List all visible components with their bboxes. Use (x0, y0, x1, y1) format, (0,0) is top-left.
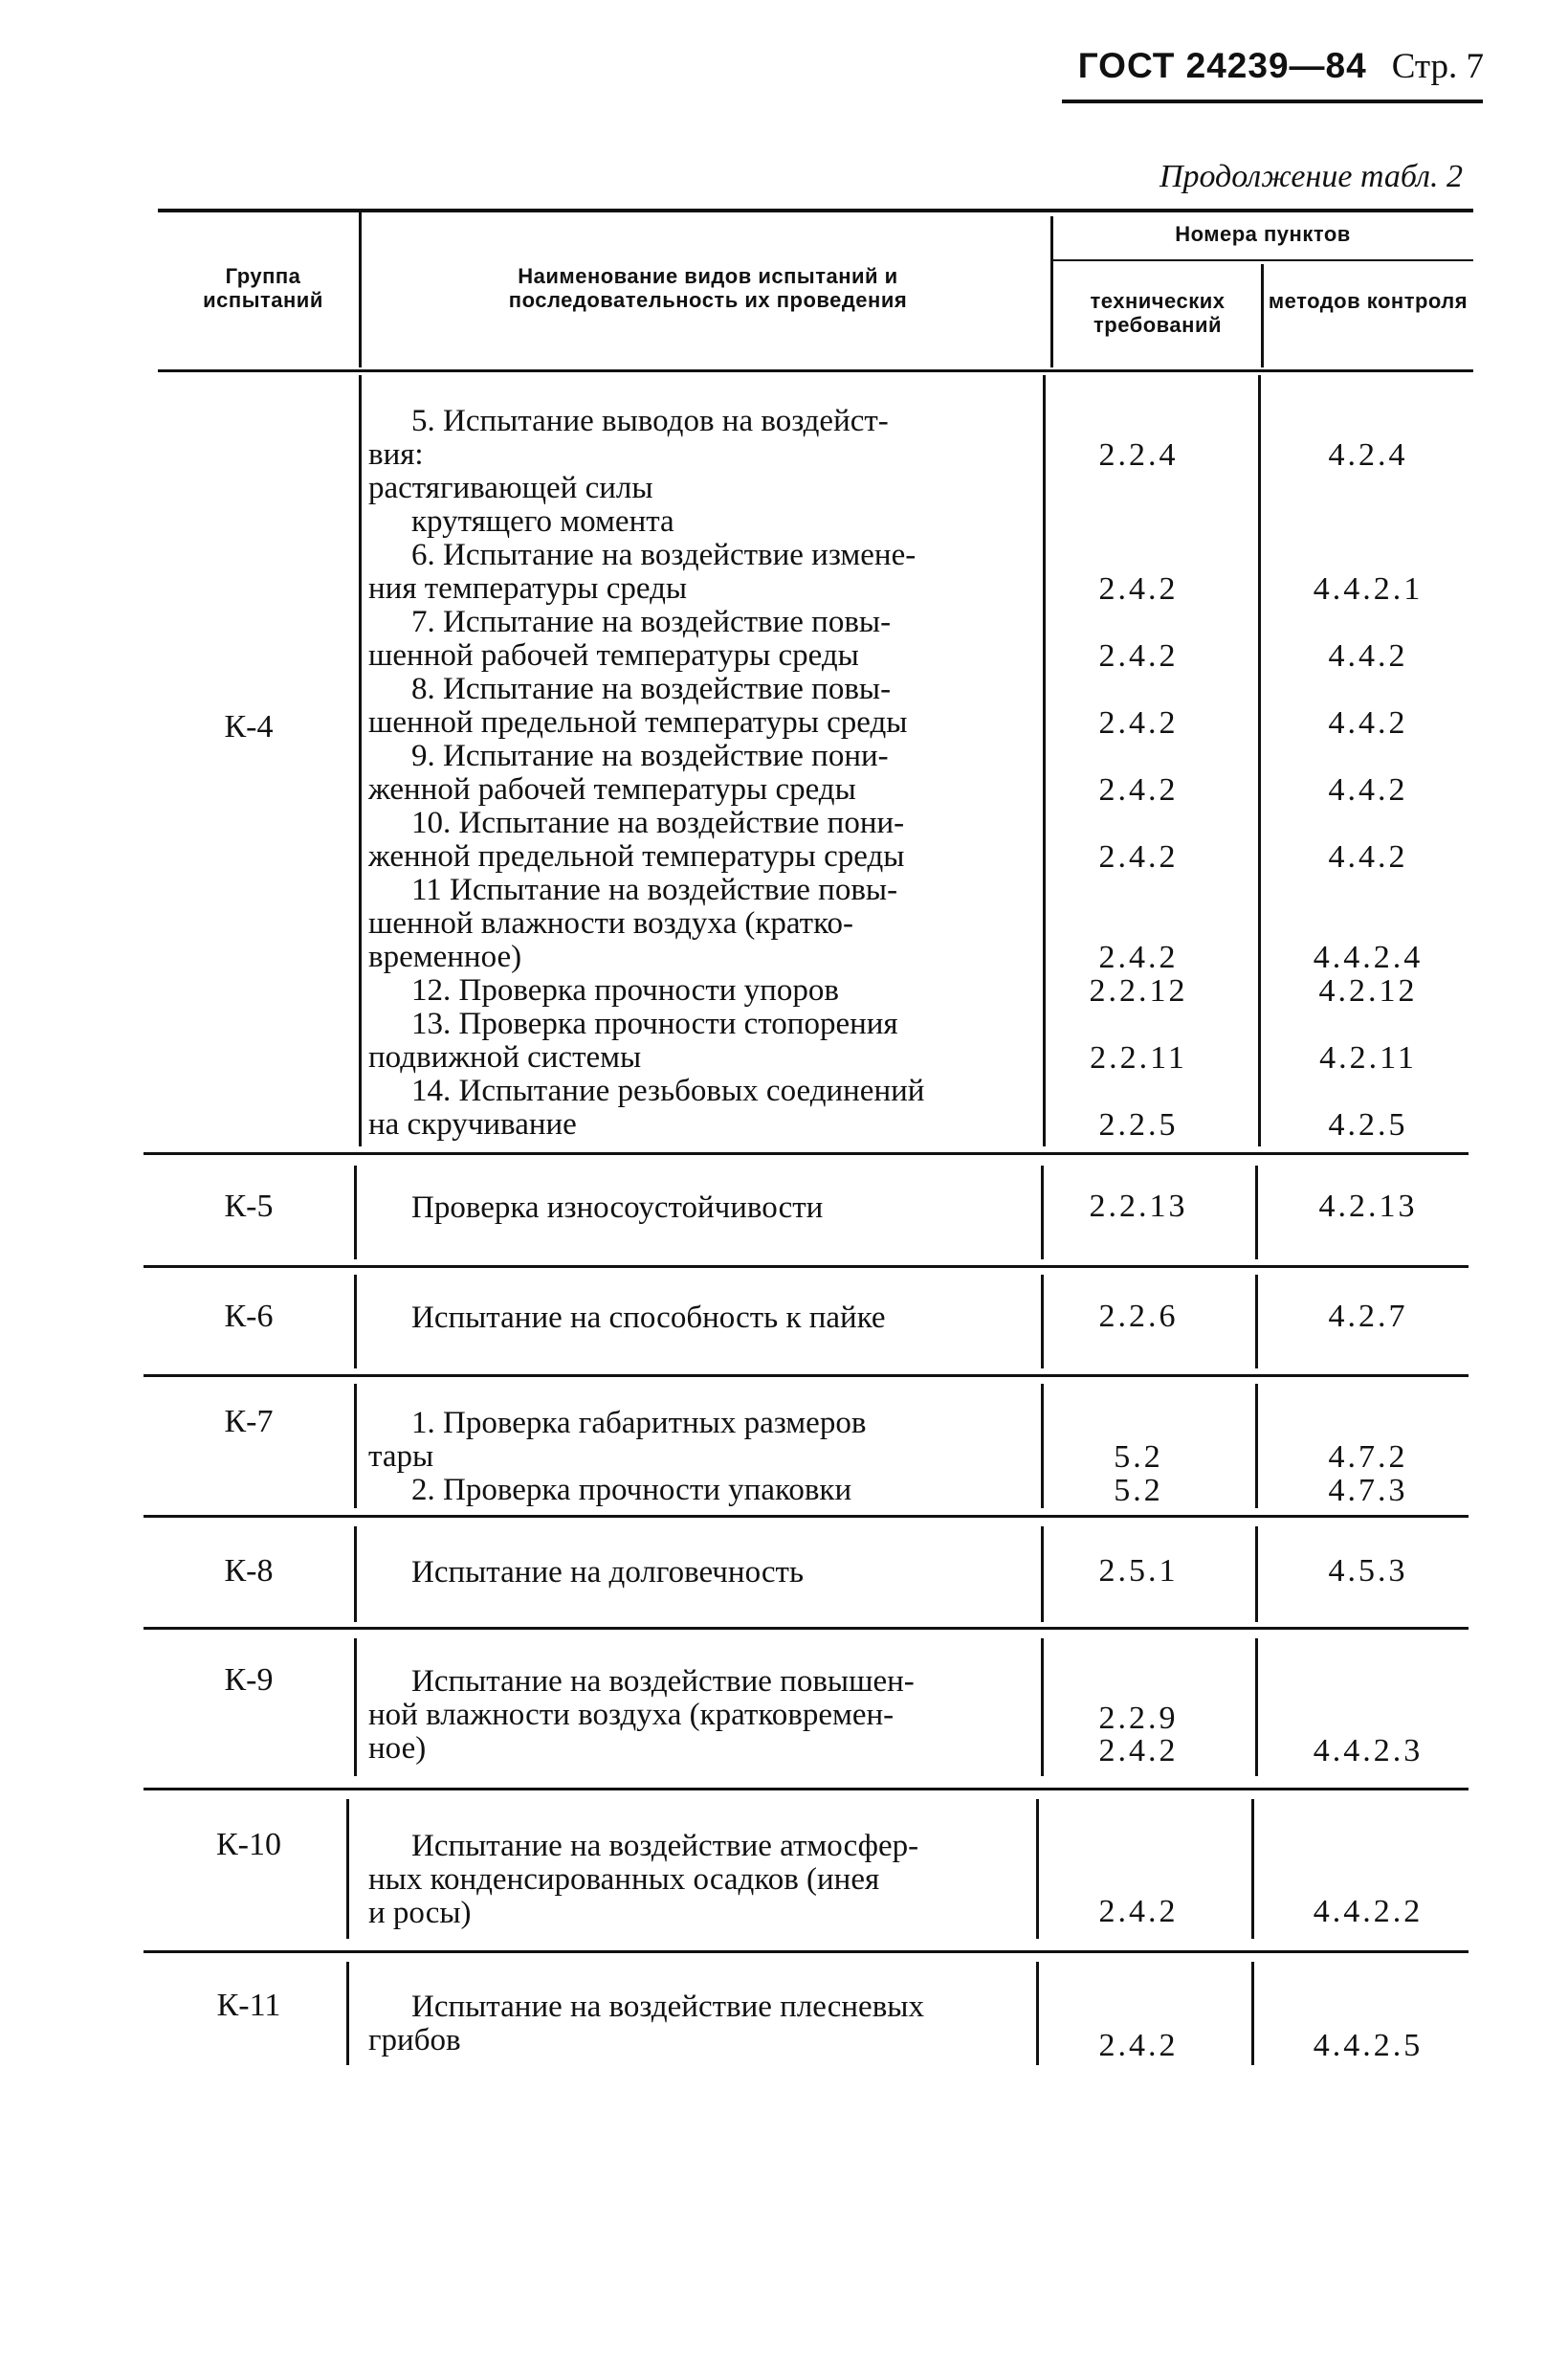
header-divider-1 (359, 212, 362, 367)
control-method-number: 4.4.2 (1328, 839, 1408, 875)
group-label: К-10 (216, 1827, 281, 1862)
row-divider (354, 1638, 357, 1776)
group-label: К-9 (224, 1662, 274, 1698)
header-rule (1062, 100, 1483, 103)
control-method-number: 4.2.13 (1318, 1189, 1418, 1224)
header-divider-3 (1261, 264, 1264, 367)
header-tech-req: технических требований (1090, 289, 1226, 337)
control-method-number: 4.4.2.3 (1313, 1733, 1424, 1768)
text-line: Испытание на воздействие повышен- (411, 1664, 915, 1699)
row-divider (354, 1384, 357, 1508)
control-method-number: 4.2.11 (1319, 1040, 1417, 1076)
tech-req-number: 2.2.12 (1089, 973, 1188, 1009)
text-line: ния температуры среды (368, 571, 688, 606)
tech-req-number: 2.4.2 (1098, 1894, 1179, 1929)
test-description (368, 1407, 1040, 1507)
row-divider (354, 1526, 357, 1622)
text-line: 1. Проверка габаритных размеров (411, 1406, 867, 1440)
control-method-number: 4.4.2 (1328, 705, 1408, 741)
group-label: К-7 (224, 1404, 274, 1439)
test-description (368, 1665, 1040, 1766)
row-divider (1255, 1166, 1258, 1259)
text-line: Испытание на воздействие плесневых (411, 1990, 924, 2024)
text-line: и росы) (368, 1896, 472, 1930)
table-top-rule (158, 209, 1473, 212)
page-header (1078, 48, 1484, 84)
control-method-number: 4.4.2.5 (1313, 2028, 1424, 2063)
group-label: К-6 (224, 1299, 274, 1334)
table-continuation-caption: Продолжение табл. 2 (1159, 159, 1463, 194)
text-line: ной влажности воздуха (кратковремен- (368, 1698, 894, 1732)
row-separator (144, 1788, 1469, 1790)
text-line: 6. Испытание на воздействие измене- (411, 538, 917, 572)
text-line: 11 Испытание на воздействие повы- (411, 873, 898, 907)
tech-req-number: 2.4.2 (1098, 772, 1179, 808)
row-separator (144, 1265, 1469, 1268)
text-line: женной рабочей температуры среды (368, 772, 856, 807)
row-divider (1043, 375, 1046, 1146)
text-line: крутящего момента (411, 504, 674, 539)
text-line: временное) (368, 940, 522, 974)
text-line: 12. Проверка прочности упоров (411, 973, 839, 1008)
control-method-number: 4.4.2 (1328, 772, 1408, 808)
text-line: вия: (368, 437, 424, 472)
text-line: Испытание на долговечность (411, 1555, 805, 1590)
control-method-number: 4.4.2.4 (1313, 940, 1424, 975)
text-line: шенной предельной температуры среды (368, 705, 908, 740)
tech-req-number: 2.4.2 (1098, 1733, 1179, 1768)
row-divider (1258, 375, 1261, 1146)
text-line: женной предельной температуры среды (368, 839, 905, 874)
control-method-number: 4.2.5 (1328, 1107, 1408, 1143)
control-method-number: 4.4.2.1 (1313, 571, 1424, 607)
group-label: К-4 (224, 709, 274, 745)
control-method-number: 4.4.2.2 (1313, 1894, 1424, 1929)
text-line: ных конденсированных осадков (инея (368, 1862, 880, 1897)
row-divider (354, 1275, 357, 1368)
points-subheader-rule (1052, 259, 1473, 261)
tech-req-number: 2.2.9 (1098, 1701, 1179, 1736)
tech-req-number: 2.2.5 (1098, 1107, 1179, 1143)
header-bottom-rule (158, 369, 1473, 372)
test-description (368, 1301, 1040, 1335)
row-divider (1255, 1275, 1258, 1368)
tech-req-number: 2.4.2 (1098, 2028, 1179, 2063)
row-separator (144, 1374, 1469, 1377)
control-method-number: 4.2.7 (1328, 1299, 1408, 1334)
tech-req-number: 5.2 (1114, 1473, 1163, 1508)
text-line: 9. Испытание на воздействие пони- (411, 739, 889, 773)
text-line: 10. Испытание на воздействие пони- (411, 806, 905, 840)
row-separator (144, 1627, 1469, 1630)
tech-req-number: 2.5.1 (1098, 1553, 1179, 1589)
header-group: Группа испытаний (203, 264, 323, 312)
control-method-number: 4.2.12 (1318, 973, 1418, 1009)
row-divider (1255, 1638, 1258, 1776)
header-control-methods: методов контроля (1268, 289, 1469, 313)
control-method-number: 4.5.3 (1328, 1553, 1408, 1589)
text-line: шенной рабочей температуры среды (368, 638, 859, 673)
text-line: 7. Испытание на воздействие повы- (411, 605, 892, 639)
row-separator (144, 1950, 1469, 1953)
text-line: ное) (368, 1731, 427, 1766)
row-divider (1251, 1799, 1254, 1939)
row-separator (144, 1152, 1469, 1155)
group-label: К-11 (216, 1988, 281, 2023)
tech-req-number: 2.2.4 (1098, 437, 1179, 473)
row-divider (359, 375, 362, 1146)
tech-req-number: 2.2.6 (1098, 1299, 1179, 1334)
tech-req-number: 2.4.2 (1098, 839, 1179, 875)
text-line: на скручивание (368, 1107, 577, 1142)
row-divider (1255, 1384, 1258, 1508)
control-method-number: 4.4.2 (1328, 638, 1408, 674)
text-line: Проверка износоустойчивости (411, 1190, 824, 1225)
standard-number: ГОСТ 24239—84 (1077, 46, 1367, 85)
text-line: грибов (368, 2023, 461, 2057)
row-divider (1251, 1962, 1254, 2065)
row-divider (346, 1799, 349, 1939)
text-line: Испытание на воздействие атмосфер- (411, 1829, 919, 1863)
text-line: 14. Испытание резьбовых соединений (411, 1074, 925, 1108)
tech-req-number: 2.4.2 (1098, 940, 1179, 975)
tech-req-number: 2.4.2 (1098, 705, 1179, 741)
row-divider (1255, 1526, 1258, 1622)
tech-req-number: 2.4.2 (1098, 638, 1179, 674)
row-divider (354, 1166, 357, 1259)
text-line: растягивающей силы (368, 471, 653, 505)
control-method-number: 4.7.2 (1328, 1439, 1408, 1475)
test-description (368, 1191, 1040, 1225)
row-separator (144, 1515, 1469, 1518)
text-line: Испытание на способность к пайке (411, 1301, 886, 1335)
group-label: К-5 (224, 1189, 274, 1224)
test-description (368, 1990, 1040, 2057)
control-method-number: 4.2.4 (1328, 437, 1408, 473)
tech-req-number: 2.2.11 (1090, 1040, 1187, 1076)
header-divider-2 (1050, 216, 1053, 367)
header-test-name: Наименование видов испытаний и последовательность их проведения (508, 264, 908, 312)
text-line: шенной влажности воздуха (кратко- (368, 906, 853, 941)
control-method-number: 4.7.3 (1328, 1473, 1408, 1508)
page-number: Стр. 7 (1391, 47, 1484, 86)
tech-req-number: 5.2 (1114, 1439, 1163, 1475)
header-points: Номера пунктов (1175, 222, 1351, 246)
text-line: подвижной системы (368, 1040, 642, 1075)
text-line: 5. Испытание выводов на воздейст- (411, 404, 889, 438)
test-description (368, 1830, 1040, 1930)
text-line: 13. Проверка прочности стопорения (411, 1007, 898, 1041)
test-description (368, 405, 1040, 1142)
tech-req-number: 2.2.13 (1089, 1189, 1188, 1224)
test-description (368, 1556, 1040, 1590)
text-line: тары (368, 1439, 434, 1474)
text-line: 8. Испытание на воздействие повы- (411, 672, 892, 706)
tech-req-number: 2.4.2 (1098, 571, 1179, 607)
text-line: 2. Проверка прочности упаковки (411, 1473, 852, 1507)
group-label: К-8 (224, 1553, 274, 1589)
